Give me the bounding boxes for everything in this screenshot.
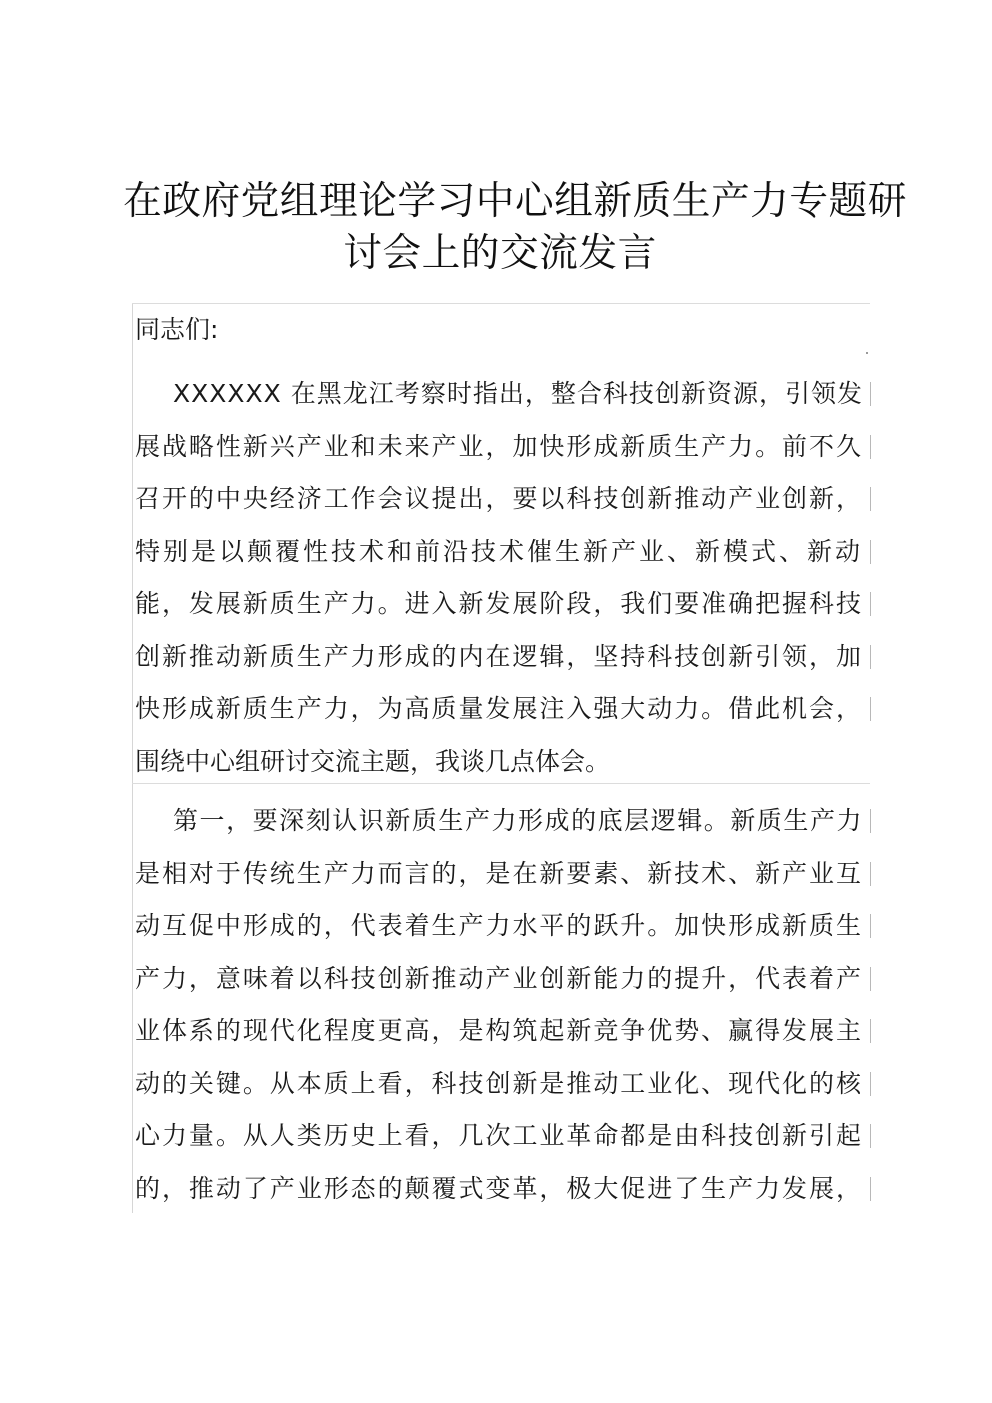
paragraph-2-line <box>135 1163 871 1216</box>
paragraph-2-line <box>135 953 871 1006</box>
line-end-marker <box>870 645 871 669</box>
paragraph-2-line-text: 的，推动了产业形态的颠覆式变革，极大促进了生产力发展， <box>135 1173 863 1203</box>
paragraph-1-line <box>135 526 871 579</box>
line-end-marker <box>870 914 871 938</box>
line-end-marker <box>870 540 871 564</box>
title-line-2: 讨会上的交流发言 <box>343 231 657 276</box>
line-end-marker <box>870 1019 871 1043</box>
title-line-1: 在政府党组理论学习中心组新质生产力专题研 <box>123 179 907 224</box>
paragraph-1-line <box>135 578 871 631</box>
line-end-marker <box>870 862 871 886</box>
line-end-marker <box>870 697 871 721</box>
paragraph-2-line-text: 心力量。从人类历史上看，几次工业革命都是由科技创新引起 <box>135 1121 863 1150</box>
paragraph-2-line <box>135 1005 871 1058</box>
paragraph-1-line-text: XXXXXX 在黑龙江考察时指出，整合科技创新资源，引领发 <box>173 379 863 408</box>
paragraph-1-line <box>135 473 871 526</box>
paragraph-1-line <box>135 368 871 421</box>
paragraph-1-line <box>135 683 871 736</box>
line-end-marker <box>870 382 871 406</box>
document-title <box>120 176 907 280</box>
paragraph-1 <box>135 368 871 788</box>
paragraph-1-line-text: 创新推动新质生产力形成的内在逻辑，坚持科技创新引领，加 <box>135 641 863 671</box>
greeting: 同志们: <box>135 315 219 344</box>
top-divider <box>132 303 870 304</box>
paragraph-1-line-text: 特别是以颠覆性技术和前沿技术催生新产业、新模式、新动 <box>135 536 864 566</box>
line-end-marker <box>870 592 871 616</box>
paragraph-2-line <box>135 848 871 901</box>
margin-mark <box>866 352 868 354</box>
paragraph-2-line <box>135 900 871 953</box>
line-end-marker <box>870 1124 871 1148</box>
paragraph-2-line <box>135 1058 871 1111</box>
paragraph-1-line-text: 召开的中央经济工作会议提出，要以科技创新推动产业创新， <box>135 484 863 513</box>
paragraph-1-line-text: 展战略性新兴产业和未来产业，加快形成新质生产力。前不久 <box>135 431 863 461</box>
paragraph-2-line-text: 是相对于传统生产力而言的，是在新要素、新技术、新产业互 <box>135 858 863 888</box>
paragraph-1-line-text: 快形成新质生产力，为高质量发展注入强大动力。借此机会， <box>135 694 863 723</box>
paragraph-1-line <box>135 421 871 474</box>
paragraph-1-line <box>135 631 871 684</box>
line-end-marker <box>870 435 871 459</box>
line-end-marker <box>870 1177 871 1201</box>
paragraph-1-line-text: 围绕中心组研讨交流主题，我谈几点体会。 <box>135 746 611 776</box>
paragraph-2-line <box>135 795 871 848</box>
paragraph-2 <box>135 795 871 1215</box>
paragraph-2-line-text: 业体系的现代化程度更高，是构筑起新竞争优势、赢得发展主 <box>135 1016 863 1045</box>
paragraph-2-line-text: 产力，意味着以科技创新推动产业创新能力的提升，代表着产 <box>135 963 863 993</box>
paragraph-2-line-text: 第一，要深刻认识新质生产力形成的底层逻辑。新质生产力 <box>173 806 864 835</box>
line-end-marker <box>870 487 871 511</box>
paragraph-1-line-text: 能，发展新质生产力。进入新发展阶段，我们要准确把握科技 <box>135 589 863 618</box>
line-end-marker <box>870 1072 871 1096</box>
line-end-marker <box>870 809 871 833</box>
paragraph-1-line <box>135 736 871 789</box>
paragraph-2-line-text: 动互促中形成的，代表着生产力水平的跃升。加快形成新质生 <box>135 911 863 940</box>
paragraph-2-line-text: 动的关键。从本质上看，科技创新是推动工业化、现代化的核 <box>135 1068 863 1098</box>
line-end-marker <box>870 967 871 991</box>
paragraph-2-line <box>135 1110 871 1163</box>
